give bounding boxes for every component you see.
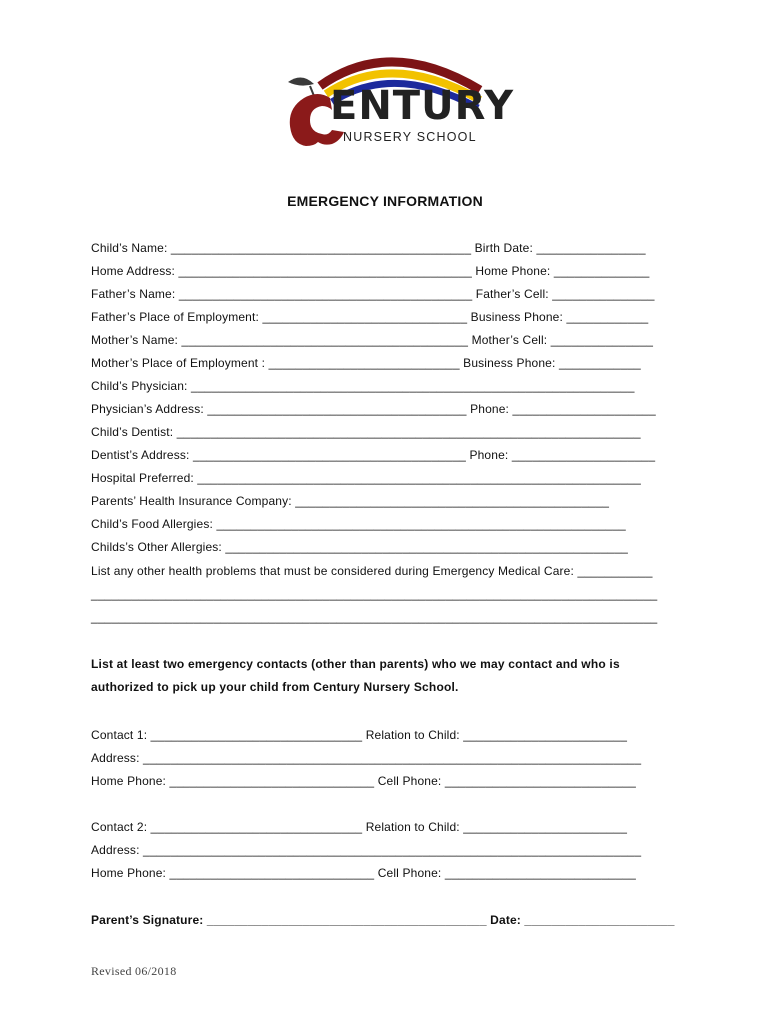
field-contact2-address[interactable]: Address: _________________________________________________________________________ bbox=[91, 843, 642, 857]
field-childs-name[interactable]: Child’s Name: ____________________________________________ Birth Date: ________________ bbox=[91, 241, 646, 255]
field-childs-physician[interactable]: Child’s Physician: _________________________________________________________________ bbox=[91, 379, 635, 393]
field-mothers-employment[interactable]: Mother’s Place of Employment : ____________________________ Business Phone: ____________ bbox=[91, 356, 641, 370]
logo-subtitle: NURSERY SCHOOL bbox=[343, 130, 477, 144]
field-home-address[interactable]: Home Address: ___________________________________________ Home Phone: ______________ bbox=[91, 264, 650, 278]
field-contact1-name[interactable]: Contact 1: _______________________________ Relation to Child: ________________________ bbox=[91, 728, 628, 742]
field-fathers-name[interactable]: Father’s Name: ___________________________________________ Father’s Cell: _______________ bbox=[91, 287, 655, 301]
logo-leaf bbox=[288, 77, 314, 85]
field-childs-dentist[interactable]: Child’s Dentist: ____________________________________________________________________ bbox=[91, 425, 641, 439]
contacts-instruction: List at least two emergency contacts (other than parents) who we may contact and who is authorized to pick up your child from Century Nursery School. bbox=[91, 657, 620, 694]
field-dentists-address[interactable]: Dentist’s Address: ________________________________________ Phone: _____________________ bbox=[91, 448, 656, 462]
field-health-problems-line-3[interactable]: ___________________________________________________________________________________ bbox=[91, 610, 658, 624]
field-food-allergies[interactable]: Child’s Food Allergies: ____________________________________________________________ bbox=[91, 517, 626, 531]
field-health-problems-line-2[interactable]: ___________________________________________________________________________________ bbox=[91, 587, 658, 601]
revision-footer: Revised 06/2018 bbox=[91, 964, 177, 978]
field-contact2-phones[interactable]: Home Phone: ______________________________ Cell Phone: ____________________________ bbox=[91, 866, 636, 880]
field-health-insurance[interactable]: Parents’ Health Insurance Company: ______________________________________________ bbox=[91, 494, 610, 508]
field-contact1-phones[interactable]: Home Phone: ______________________________ Cell Phone: ____________________________ bbox=[91, 774, 636, 788]
logo-wordmark: ENTURY bbox=[330, 83, 515, 129]
field-contact1-address[interactable]: Address: _________________________________________________________________________ bbox=[91, 751, 642, 765]
field-other-allergies[interactable]: Childs’s Other Allergies: ___________________________________________________________ bbox=[91, 540, 629, 554]
field-fathers-employment[interactable]: Father’s Place of Employment: ______________________________ Business Phone: ____________ bbox=[91, 310, 649, 324]
field-health-problems[interactable]: List any other health problems that must be considered during Emergency Medical Care: ___________ bbox=[91, 564, 653, 578]
field-contact2-name[interactable]: Contact 2: _______________________________ Relation to Child: ________________________ bbox=[91, 820, 628, 834]
field-physicians-address[interactable]: Physician’s Address: ______________________________________ Phone: _____________________ bbox=[91, 402, 656, 416]
field-mothers-name[interactable]: Mother’s Name: __________________________________________ Mother’s Cell: _______________ bbox=[91, 333, 654, 347]
form-title: EMERGENCY INFORMATION bbox=[287, 193, 483, 209]
field-parent-signature[interactable]: Parent’s Signature: _________________________________________ Date: ______________________ bbox=[91, 913, 675, 927]
field-hospital-preferred[interactable]: Hospital Preferred: _________________________________________________________________ bbox=[91, 471, 641, 485]
